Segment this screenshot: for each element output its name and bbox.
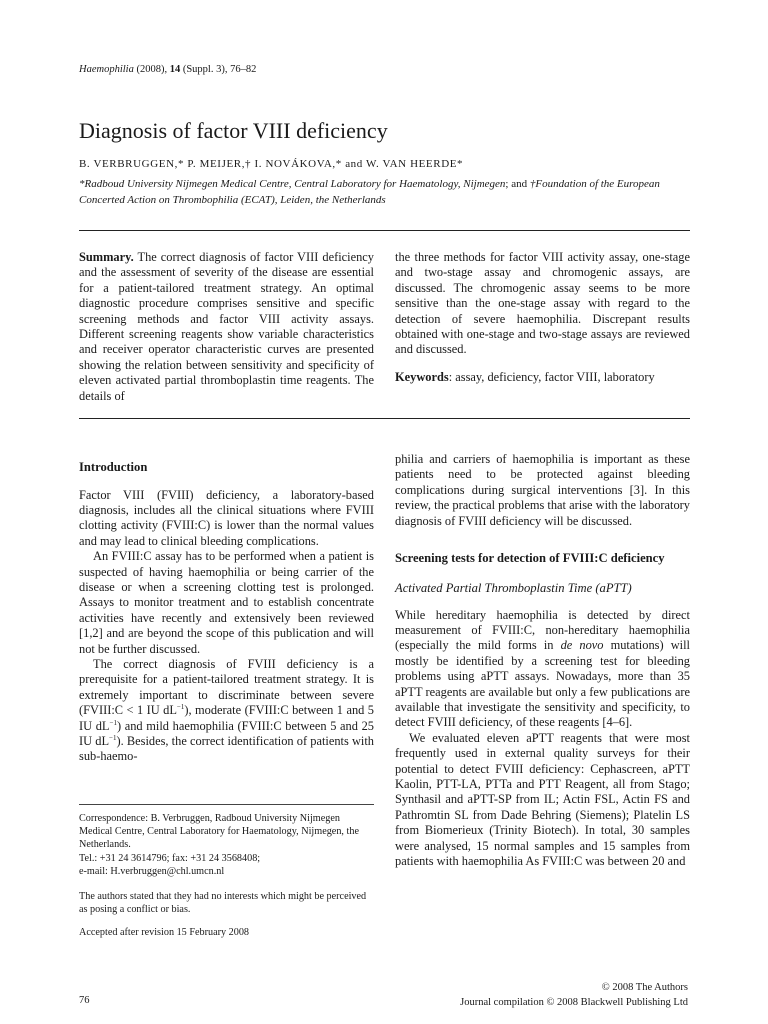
affiliations — [79, 177, 691, 208]
abstract-right — [395, 250, 690, 385]
intro-paragraph-1: Factor VIII (FVIII) deficiency, a laboratory-based diagnosis, includes all the clinical situations where FVIII clotting activity (FVIII:C) is lower than the normal values and may lead to clinical bleeding complications. — [79, 487, 374, 548]
conflict-statement: The authors stated that they had no interests which might be perceived as posing a conflict or bias. — [79, 891, 367, 916]
footnotes — [79, 812, 374, 940]
summary-text-right: the three methods for factor VIII activity assay, one-stage and two-stage assay and chromogenic assays, are discussed. The chromogenic assay seems to be more sensitive than the one-stage assay with regard to the detection of severe haemophilia. Discrepant results obtained with one-stage and two-stage assays are reviewed and discussed. — [395, 250, 690, 357]
unit-exponent: −1 — [176, 703, 185, 712]
page-number: 76 — [79, 995, 90, 1006]
introduction-heading: Introduction — [79, 460, 148, 474]
aptt-p1-a: While hereditary haemophilia is detected by direct measurement of FVIII:C, non-hereditary haemophilia (especially the mild forms in — [395, 607, 690, 653]
author-list: B. VERBRUGGEN,* P. MEIJER,† I. NOVÁKOVA,* and W. VAN HEERDE* — [79, 158, 464, 170]
summary-text-left: The correct diagnosis of factor VIII deficiency and the assessment of severity of the disease are essential for a patient-tailored treatment strategy. An optimal diagnostic procedure comprises sensitive and specific screening methods and factor VIII activity assays. Different screening reagents show variable characteristics and receiver operator characteristic curves are presented showing the relation between sensitivity and specificity of eleven activated partial thromboplastin time reagents. The details of — [79, 250, 374, 403]
right-column — [395, 452, 690, 869]
intro-p3-c: ) and mild haemophilia (FVIII:C between 5 and 25 IU dL — [79, 718, 374, 748]
left-column — [79, 460, 374, 765]
correspondence: Correspondence: B. Verbruggen, Radboud University Nijmegen Medical Centre, Central Laboratory for Haematology, Nijmegen, the Netherlands. — [79, 813, 359, 851]
accepted-date: Accepted after revision 15 February 2008 — [79, 927, 250, 939]
journal-volume: 14 — [169, 64, 181, 75]
copyright-block — [460, 981, 688, 1010]
affiliation-joiner: ; and — [505, 178, 530, 190]
affiliation-2: †Foundation of the European Concerted Action on Thrombophilia (ECAT), Leiden, the Netherlands — [79, 178, 660, 206]
intro-paragraph-3 — [79, 657, 374, 765]
copyright: © 2008 The Authors — [601, 982, 688, 993]
unit-exponent: −1 — [109, 733, 117, 742]
aptt-p1-b: mutations) will mostly be identified by a screening test for bleeding problems using aPTT assays. Nowadays, more than 35 aPTT reagents are available but only a few publications are available that investigate the sensitivity and specificity, to detect FVIII deficiency, of these reagents [4–6]. — [395, 638, 690, 730]
continued-paragraph: philia and carriers of haemophilia is important as these patients need to be protected against bleeding complications during surgical interventions [3]. In this review, the practical problems that arise with the laboratory diagnosis of FVIII deficiency will be discussed. — [395, 452, 690, 528]
journal-year: (2008), — [136, 64, 168, 75]
journal-compilation: Journal compilation © 2008 Blackwell Publishing Ltd — [460, 996, 688, 1008]
screening-heading: Screening tests for detection of FVIII:C deficiency — [395, 551, 665, 566]
summary-label: Summary. — [79, 250, 134, 264]
keywords-label: Keywords — [395, 369, 449, 384]
journal-issue-pages: (Suppl. 3), 76–82 — [182, 64, 257, 75]
unit-exponent: −1 — [109, 718, 117, 727]
email: e-mail: H.verbruggen@chl.umcn.nl — [79, 865, 225, 877]
intro-p3-a: The correct diagnosis of FVIII deficiency is a prerequisite for a patient-tailored treatment strategy. It is extremely important to discriminate between severe (FVIII:C < 1 IU dL — [79, 656, 374, 718]
aptt-p1-em: de novo — [560, 638, 604, 653]
aptt-paragraph-2: We evaluated eleven aPTT reagents that were most frequently used in external quality surveys for their potential to detect FVIII deficiency: Cephascreen, aPTT Kaolin, PTT-LA, PTTa and PTT Reagent, all from Stago; Synthasil and aPTT-SP from IL; Actin FSL, Actin FS and Pathromtin SL from Dade Behring (Siemens); Platelin LS from Biomerieux (Trinity Biotech). In total, 30 samples were analysed, 15 normal samples and 15 samples from patients with haemophilia As FVIII:C was between 20 and — [395, 730, 690, 869]
journal-name: Haemophilia — [79, 64, 134, 75]
journal-citation — [79, 64, 256, 75]
aptt-subheading: Activated Partial Thromboplastin Time (aPTT) — [395, 580, 632, 595]
affiliation-1: *Radboud University Nijmegen Medical Centre, Central Laboratory for Haematology, Nijmegen — [79, 178, 506, 190]
telephone-fax: Tel.: +31 24 3614796; fax: +31 24 3568408; — [79, 852, 261, 864]
article-title: Diagnosis of factor VIII deficiency — [79, 118, 388, 143]
aptt-paragraph-1 — [395, 608, 690, 731]
abstract-left — [79, 250, 374, 404]
footnote-rule — [79, 804, 374, 805]
abstract-bottom-rule — [79, 418, 690, 419]
intro-p3-b: ), moderate (FVIII:C between 1 and 5 IU dL — [79, 703, 374, 733]
intro-p3-d: ). Besides, the correct identification of patients with sub-haemo- — [79, 734, 375, 764]
keywords-text: : assay, deficiency, factor VIII, laboratory — [448, 369, 655, 384]
abstract-top-rule — [79, 230, 690, 231]
intro-paragraph-2: An FVIII:C assay has to be performed when a patient is suspected of having haemophilia or being carrier of the disease or when a screening clotting test is prolonged. Assays to monitor treatment and to establish concentrate activities have recently and extensively been reviewed [1,2] and are beyond the scope of this publication and will not be further discussed. — [79, 549, 374, 656]
